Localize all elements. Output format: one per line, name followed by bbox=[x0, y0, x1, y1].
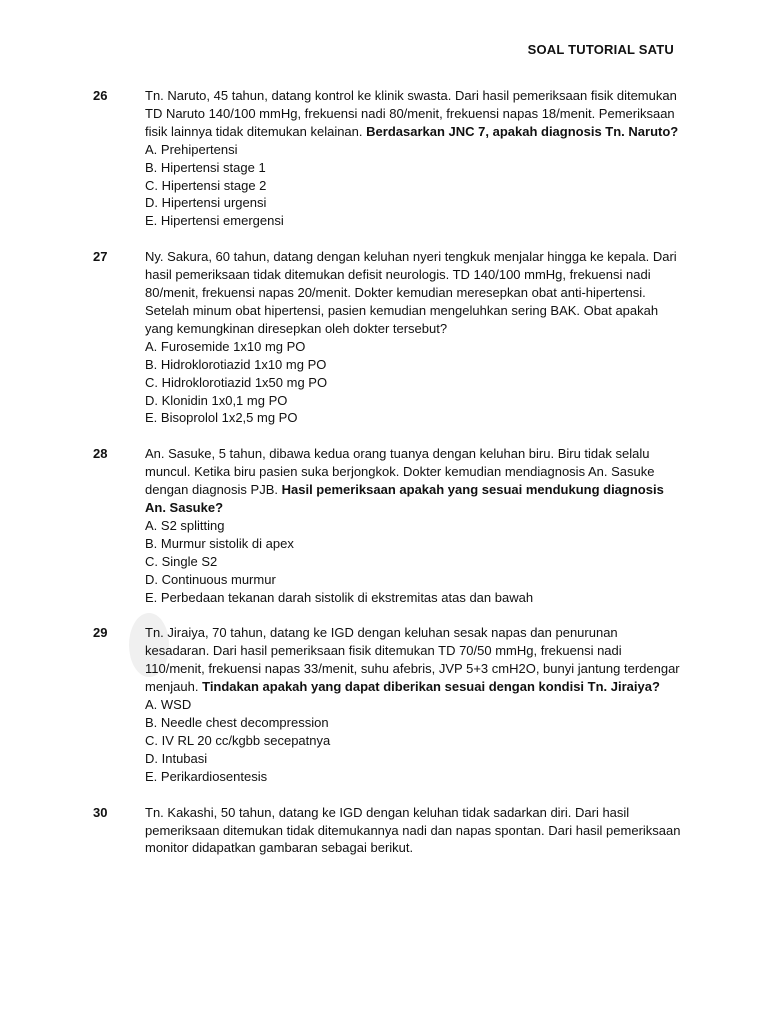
answer-option: C. IV RL 20 cc/kgbb secepatnya bbox=[145, 732, 331, 748]
question-stem bbox=[145, 87, 683, 141]
answer-option: B. Hipertensi stage 1 bbox=[145, 159, 266, 175]
question-number: 27 bbox=[93, 249, 108, 265]
question-text: Tn. Naruto, 45 tahun, datang kontrol ke klinik swasta. Dari hasil pemeriksaan fisik ditemukan TD Naruto 140/100 mmHg, frekuensi nadi 80/menit, frekuensi napas 18/menit. Pemeriksaan fisik lainnya tidak ditemukan kelainan. bbox=[145, 88, 677, 139]
answer-option: A. Prehipertensi bbox=[145, 141, 238, 157]
question-item bbox=[93, 248, 683, 427]
answer-option: E. Perbedaan tekanan darah sistolik di ekstremitas atas dan bawah bbox=[145, 589, 534, 605]
question-item bbox=[93, 804, 683, 858]
answer-option: A. S2 splitting bbox=[145, 517, 225, 533]
question-prompt: Tindakan apakah yang dapat diberikan sesuai dengan kondisi Tn. Jiraiya? bbox=[202, 679, 660, 695]
question-text: An. Sasuke, 5 tahun, dibawa kedua orang tuanya dengan keluhan biru. Biru tidak selalu muncul. Ketika biru pasien suka berjongkok. Dokter kemudian mendiagnosis An. Sasuke dengan diagnosis PJB. bbox=[145, 446, 655, 498]
question-number: 28 bbox=[93, 446, 108, 462]
question-prompt: Hasil pemeriksaan apakah yang sesuai mendukung diagnosis An. Sasuke? bbox=[145, 482, 664, 516]
page-title: SOAL TUTORIAL SATU bbox=[527, 42, 674, 57]
question-body bbox=[145, 248, 683, 427]
question-body bbox=[145, 87, 683, 230]
answer-option: E. Hipertensi emergensi bbox=[145, 213, 284, 229]
answer-options bbox=[145, 517, 683, 607]
answer-option: D. Hipertensi urgensi bbox=[145, 195, 267, 211]
question-text: Tn. Kakashi, 50 tahun, datang ke IGD dengan keluhan tidak sadarkan diri. Dari hasil pemeriksaan ditemukan tidak ditemukannya nadi dan napas spontan. Dari hasil pemeriksaan monitor didapatkan gambaran sebagai berikut. bbox=[145, 804, 681, 856]
answer-option: C. Hidroklorotiazid 1x50 mg PO bbox=[145, 374, 328, 390]
question-number: 30 bbox=[93, 804, 108, 820]
answer-option: D. Klonidin 1x0,1 mg PO bbox=[145, 392, 288, 408]
answer-option: B. Hidroklorotiazid 1x10 mg PO bbox=[145, 356, 327, 372]
question-item bbox=[93, 624, 683, 785]
answer-option: A. Furosemide 1x10 mg PO bbox=[145, 338, 306, 354]
question-text: Ny. Sakura, 60 tahun, datang dengan keluhan nyeri tengkuk menjalar hingga ke kepala. Dari hasil pemeriksaan tidak ditemukan defisit neurologis. TD 140/100 mmHg, frekuensi nadi 80/menit, frekuensi napas 20/menit. Dokter kemudian meresepkan obat anti-hipertensi. Setelah minum obat hipertensi, pasien kemudian mengeluhkan sering BAK. Obat apakah yang kemungkinan diresepkan oleh dokter tersebut? bbox=[145, 249, 677, 336]
question-number: 26 bbox=[93, 88, 108, 103]
answer-options bbox=[145, 696, 683, 786]
question-text: Tn. Jiraiya, 70 tahun, datang ke IGD dengan keluhan sesak napas dan penurunan kesadaran. Dari hasil pemeriksaan fisik ditemukan TD 70/50 mmHg, frekuensi nadi 110/menit, frekuensi napas 33/menit, suhu afebris, JVP 5+3 cmH2O, bunyi jantung terdengar menjauh. bbox=[145, 625, 680, 695]
question-stem bbox=[145, 445, 683, 517]
question-prompt: Berdasarkan JNC 7, apakah diagnosis Tn. Naruto? bbox=[366, 123, 679, 139]
answer-option: A. WSD bbox=[145, 697, 192, 713]
answer-option: E. Bisoprolol 1x2,5 mg PO bbox=[145, 410, 298, 426]
question-body bbox=[145, 624, 683, 785]
question-number: 29 bbox=[93, 625, 108, 641]
question-body bbox=[145, 445, 683, 606]
question-stem bbox=[145, 624, 683, 696]
question-item bbox=[93, 87, 683, 230]
answer-option: B. Murmur sistolik di apex bbox=[145, 535, 294, 551]
question-stem bbox=[145, 248, 683, 338]
question-stem bbox=[145, 804, 683, 858]
answer-option: D. Continuous murmur bbox=[145, 571, 276, 587]
answer-option: C. Hipertensi stage 2 bbox=[145, 177, 267, 193]
answer-option: E. Perikardiosentesis bbox=[145, 768, 268, 784]
answer-options bbox=[145, 141, 683, 231]
answer-option: B. Needle chest decompression bbox=[145, 715, 329, 730]
answer-option: C. Single S2 bbox=[145, 553, 218, 569]
question-list bbox=[93, 87, 683, 875]
answer-options bbox=[145, 338, 683, 428]
question-item bbox=[93, 445, 683, 606]
answer-option: D. Intubasi bbox=[145, 750, 208, 766]
question-body bbox=[145, 804, 683, 858]
